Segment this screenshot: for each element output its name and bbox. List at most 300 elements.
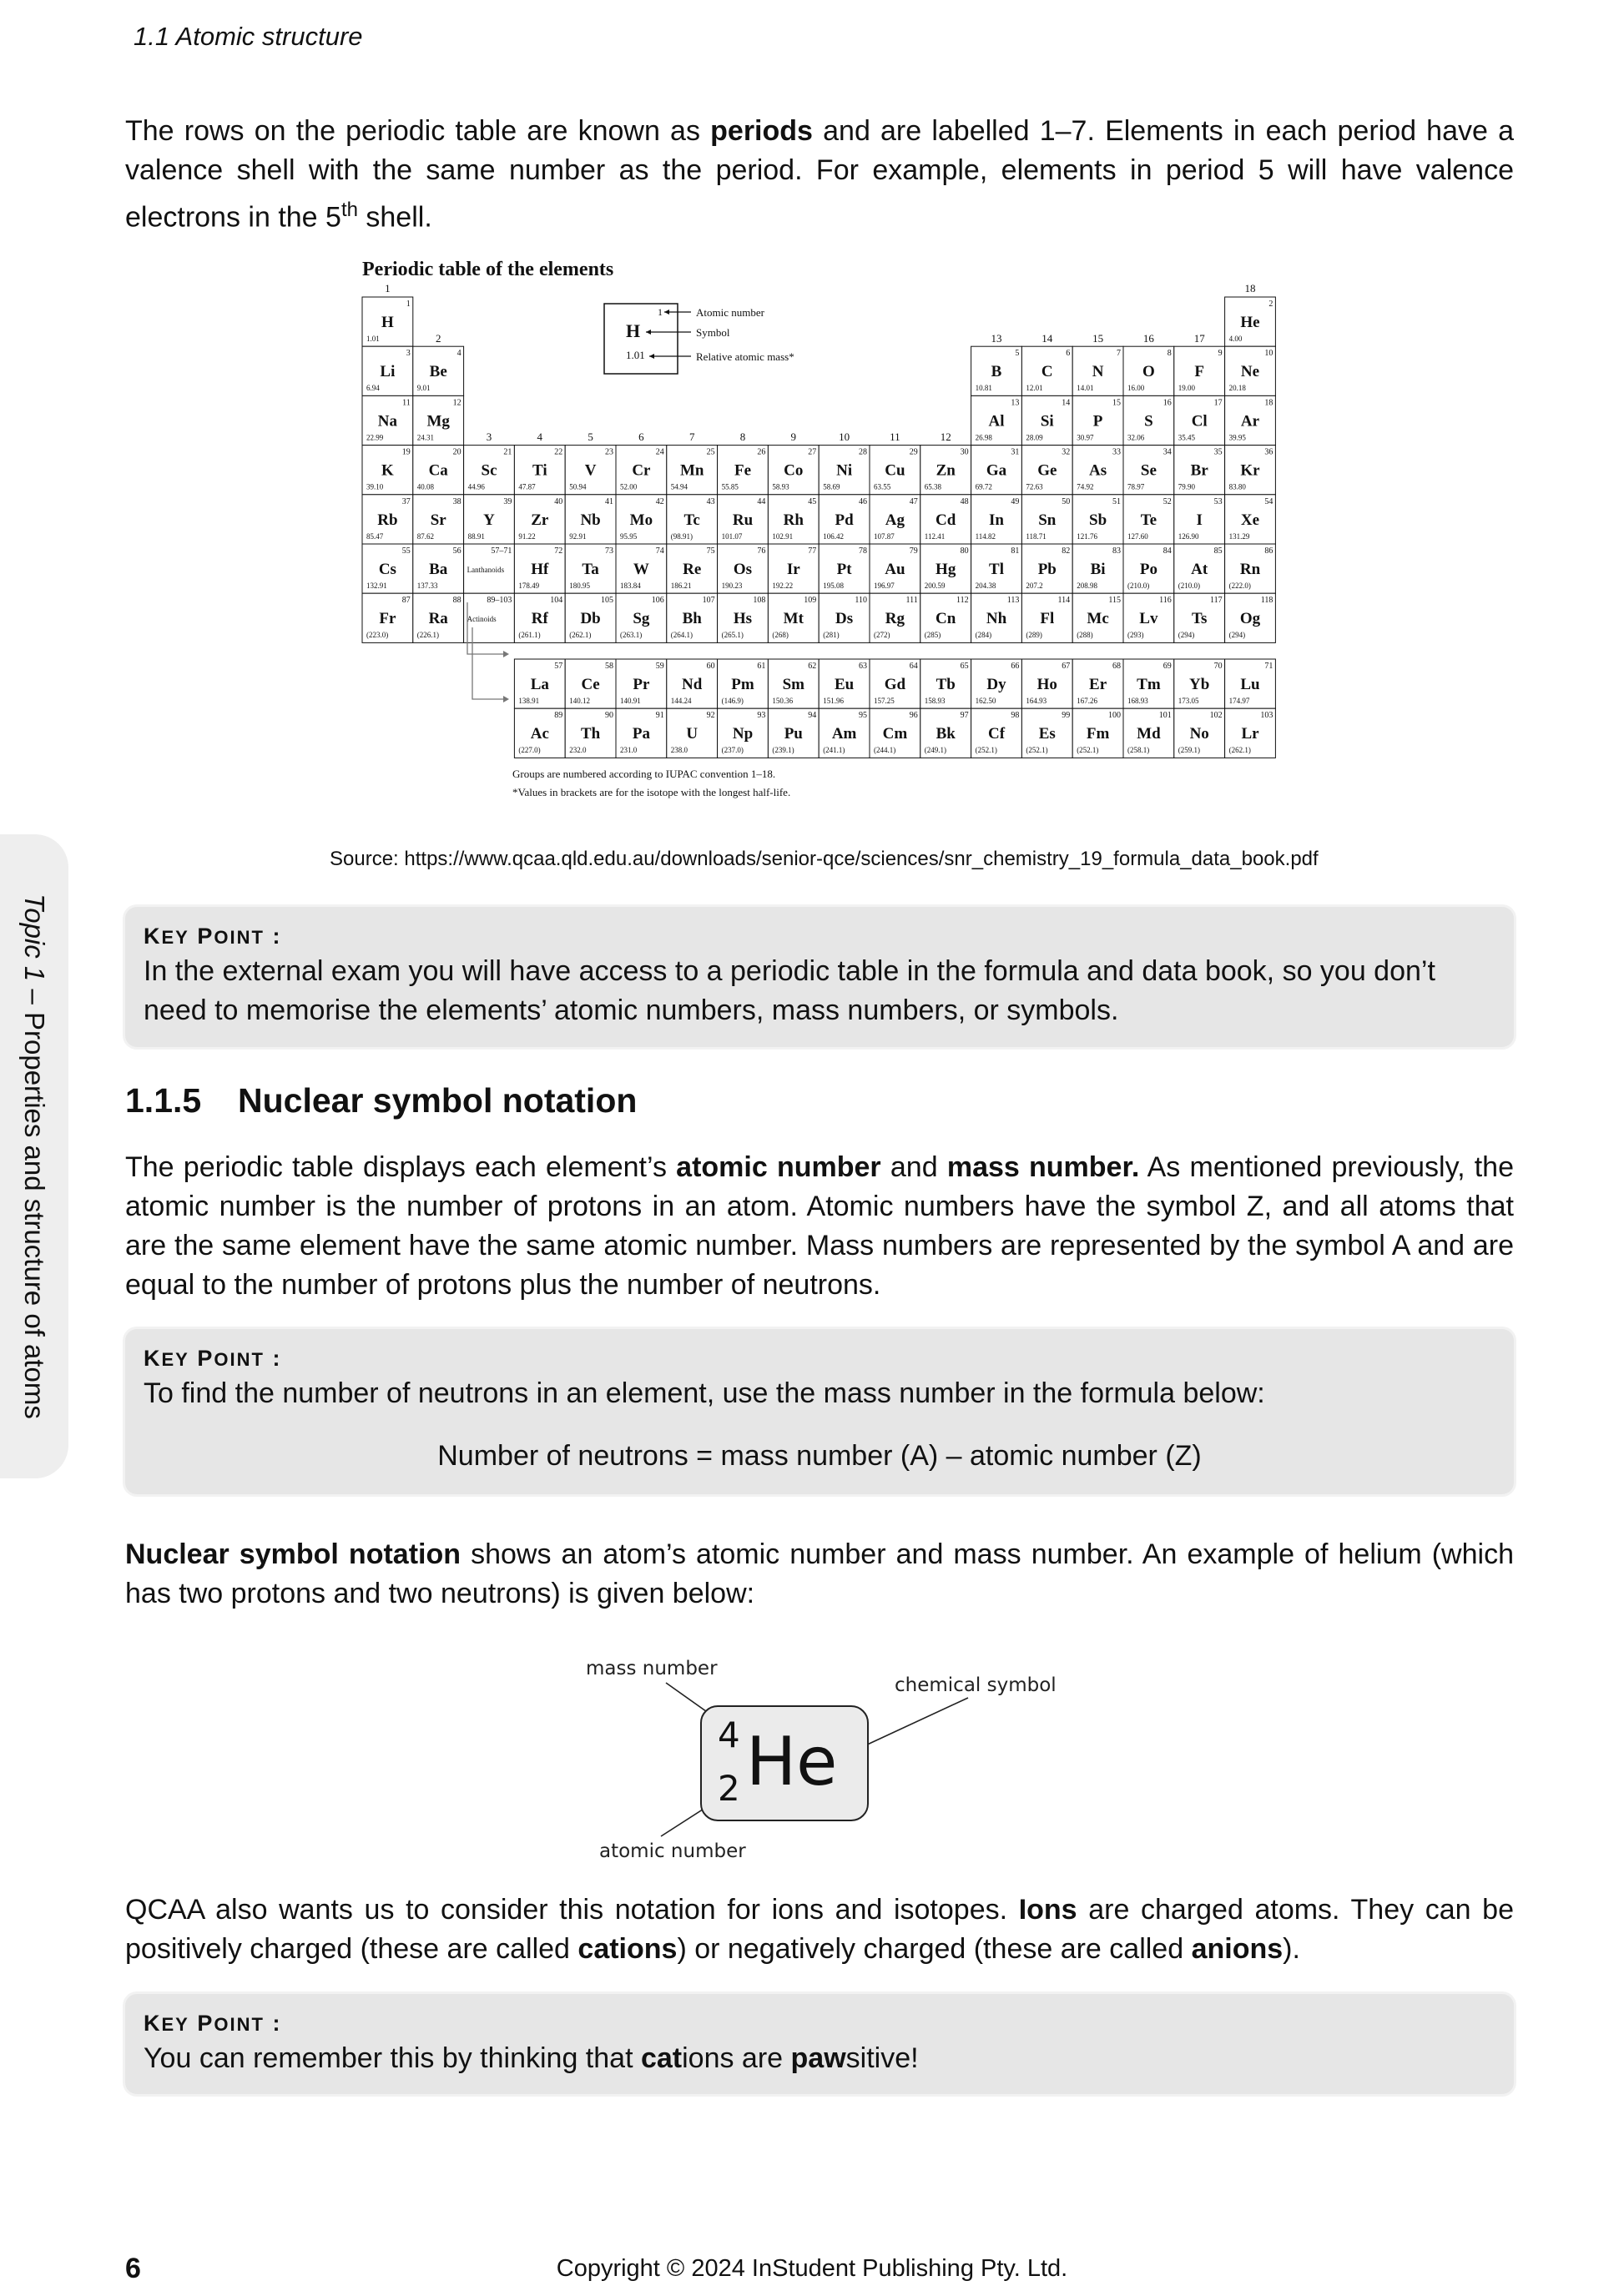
element-symbol: Ta — [582, 561, 599, 578]
atomic-number: 97 — [960, 711, 969, 721]
atomic-mass: 1.01 — [366, 335, 380, 343]
atomic-number: 38 — [452, 496, 461, 506]
atomic-mass: (237.0) — [721, 746, 744, 755]
atomic-mass: 138.91 — [518, 697, 540, 705]
atomic-number: 77 — [808, 546, 817, 556]
atomic-mass: 150.36 — [772, 697, 794, 705]
atomic-number: 9 — [1218, 349, 1223, 359]
element-symbol: Mo — [629, 511, 653, 529]
atomic-number: 25 — [706, 447, 715, 457]
element-symbol: Cu — [885, 461, 905, 480]
element-symbol: Re — [683, 561, 702, 578]
atomic-mass: 238.0 — [670, 746, 688, 755]
atomic-mass: 195.08 — [823, 582, 844, 590]
element-cell-Es — [1021, 708, 1072, 758]
element-symbol: Tb — [936, 676, 956, 693]
element-cell-Fr — [362, 593, 413, 642]
atomic-number: 33 — [1112, 447, 1121, 457]
atomic-mass: (252.1) — [1026, 746, 1048, 755]
atomic-number: 71 — [1264, 662, 1273, 671]
element-cell-U — [667, 708, 718, 758]
atomic-number: 108 — [753, 596, 766, 606]
atomic-number: 73 — [605, 546, 613, 556]
atomic-number: 92 — [706, 711, 715, 721]
atomic-number: 103 — [1260, 711, 1273, 721]
atomic-mass: (210.0) — [1127, 582, 1150, 590]
group-label: 14 — [1041, 332, 1053, 345]
atomic-mass: (98.91) — [670, 531, 693, 541]
element-cell-Np — [718, 708, 769, 758]
atomic-mass: 183.84 — [620, 582, 641, 590]
element-cell-Cs — [362, 544, 413, 593]
atomic-mass: 190.23 — [721, 582, 743, 590]
element-cell-Ra — [413, 593, 464, 642]
atomic-number: 18 — [1264, 398, 1273, 408]
atomic-mass: 22.99 — [366, 433, 384, 442]
element-symbol: No — [1189, 725, 1209, 743]
atomic-number: 113 — [1006, 596, 1020, 606]
atomic-number: 91 — [655, 711, 664, 721]
atomic-number: 37 — [401, 496, 411, 506]
atomic-number: 6 — [1066, 349, 1071, 359]
atomic-number: 61 — [757, 662, 766, 671]
atomic-number: 46 — [859, 496, 867, 506]
table-note-brackets: *Values in brackets are for the isotope with the longest half-life. — [512, 786, 791, 798]
atomic-mass: 114.82 — [975, 531, 996, 541]
atomic-number: 66 — [1011, 662, 1020, 671]
element-symbol: Hf — [531, 561, 549, 578]
element-symbol: Dy — [986, 676, 1006, 693]
atomic-mass: (239.1) — [772, 746, 794, 755]
element-symbol: Rf — [531, 610, 548, 628]
key-point-box-2 — [125, 1329, 1514, 1494]
element-symbol: Pu — [784, 725, 803, 743]
element-symbol: Lu — [1240, 676, 1260, 693]
element-cell-Ac — [514, 708, 565, 758]
atomic-mass: 72.63 — [1026, 482, 1043, 491]
element-symbol: Ca — [428, 461, 448, 480]
atomic-number: 17 — [1213, 398, 1223, 408]
element-symbol: Ga — [986, 461, 1007, 480]
element-symbol: I — [1196, 511, 1203, 529]
element-cell-Sb — [1072, 495, 1123, 544]
atomic-number: 29 — [909, 447, 918, 457]
element-symbol: Nd — [682, 676, 703, 693]
element-cell-Kr — [1225, 446, 1276, 495]
atomic-number: 64 — [909, 662, 918, 671]
atomic-mass: 19.00 — [1178, 384, 1196, 393]
element-symbol: V — [584, 461, 597, 480]
element-cell-Sr — [413, 495, 464, 544]
atomic-number: 65 — [960, 662, 969, 671]
atomic-mass: (252.1) — [1077, 746, 1099, 755]
element-cell-C — [1021, 346, 1072, 395]
element-cell-Nh — [971, 593, 1022, 642]
element-symbol: Md — [1137, 725, 1161, 743]
atomic-mass: 127.60 — [1127, 531, 1148, 541]
atomic-number: 20 — [452, 447, 461, 457]
element-symbol: He — [1240, 314, 1260, 331]
element-cell-F — [1174, 346, 1225, 395]
chemical-symbol-value: He — [746, 1723, 838, 1800]
group-label: 10 — [839, 430, 850, 443]
element-cell-Se — [1123, 446, 1174, 495]
atomic-number: 117 — [1209, 596, 1223, 606]
element-cell-Er — [1072, 659, 1123, 708]
element-symbol: Mn — [679, 461, 704, 480]
atomic-number: 34 — [1163, 447, 1172, 457]
atomic-mass: 126.90 — [1178, 531, 1199, 541]
element-symbol: B — [991, 363, 1002, 381]
mass-number-value: 4 — [718, 1714, 740, 1755]
atomic-mass: 162.50 — [975, 697, 996, 705]
element-symbol: Hg — [936, 561, 956, 578]
atomic-number: 45 — [808, 496, 817, 506]
atomic-mass: 50.94 — [569, 482, 587, 491]
atomic-mass: 83.80 — [1228, 482, 1246, 491]
element-cell-Cd — [920, 495, 971, 544]
element-symbol: Rn — [1239, 561, 1261, 578]
atomic-number: 81 — [1011, 546, 1020, 556]
atomic-number: 118 — [1260, 596, 1273, 606]
atomic-number: 115 — [1108, 596, 1121, 606]
atomic-number: 106 — [651, 596, 664, 606]
element-cells — [362, 297, 1275, 758]
group-label: 16 — [1142, 332, 1154, 345]
atomic-number: 75 — [706, 546, 715, 556]
atomic-mass: (262.1) — [569, 631, 592, 640]
atomic-mass: 112.41 — [924, 531, 946, 541]
element-cell-series — [464, 593, 515, 642]
atomic-number: 52 — [1163, 496, 1172, 506]
element-cell-Lv — [1123, 593, 1174, 642]
element-symbol: Pa — [632, 725, 650, 743]
element-symbol: Mg — [426, 412, 450, 430]
atomic-mass: 168.93 — [1127, 697, 1148, 705]
atomic-mass: (264.1) — [670, 631, 693, 640]
element-cell-V — [565, 446, 616, 495]
element-symbol: Bi — [1090, 561, 1106, 578]
atomic-mass: 55.85 — [721, 482, 739, 491]
element-cell-P — [1072, 395, 1123, 445]
atomic-mass: 20.18 — [1228, 384, 1246, 393]
element-symbol: Y — [483, 511, 495, 529]
atomic-number: 88 — [452, 596, 461, 606]
element-symbol: Se — [1140, 461, 1157, 480]
key-point-label: KEY POINT : — [144, 2011, 282, 2036]
atomic-mass: 24.31 — [416, 433, 435, 442]
element-cell-Cl — [1174, 395, 1225, 445]
atomic-number: 26 — [757, 447, 766, 457]
element-cell-Ce — [565, 659, 616, 708]
nuclear-symbol-diagram — [576, 1648, 1077, 1865]
group-label: 3 — [486, 430, 492, 443]
element-cell-Y — [464, 495, 515, 544]
element-symbol: Al — [988, 412, 1005, 430]
element-cell-Co — [768, 446, 819, 495]
element-symbol: Bk — [936, 725, 956, 743]
element-symbol: Pd — [835, 511, 854, 529]
element-cell-Sc — [464, 446, 515, 495]
element-symbol: Ir — [786, 561, 800, 578]
element-cell-Ru — [718, 495, 769, 544]
atomic-mass: (288) — [1077, 631, 1093, 640]
element-cell-Nd — [667, 659, 718, 708]
atomic-number: 94 — [808, 711, 817, 721]
atomic-number: 59 — [655, 662, 664, 671]
atomic-number: 22 — [554, 447, 563, 457]
atomic-number: 57 — [554, 662, 563, 671]
element-symbol: Gd — [884, 676, 906, 693]
element-cell-Na — [362, 395, 413, 445]
atomic-mass: 140.91 — [620, 697, 641, 705]
element-symbol: Ni — [836, 461, 853, 480]
element-cell-Cf — [971, 708, 1022, 758]
element-symbol: Fe — [734, 461, 752, 480]
element-cell-Gd — [870, 659, 920, 708]
atomic-mass: (294) — [1178, 631, 1195, 640]
element-cell-N — [1072, 346, 1123, 395]
atomic-mass: 137.33 — [416, 582, 438, 590]
atomic-mass: 32.06 — [1127, 433, 1145, 442]
side-tab-text: Topic 1 – Properties and structure of atoms — [19, 894, 50, 1419]
element-cell-Ge — [1021, 446, 1072, 495]
element-symbol: In — [989, 511, 1004, 529]
atomic-number: 96 — [909, 711, 918, 721]
atomic-mass: (285) — [924, 631, 941, 640]
element-cell-In — [971, 495, 1022, 544]
element-cell-Fm — [1072, 708, 1123, 758]
element-cell-Mg — [413, 395, 464, 445]
group-label: 5 — [588, 430, 593, 443]
atomic-mass: 140.12 — [569, 697, 590, 705]
key-point-box-3 — [125, 1994, 1514, 2094]
atomic-number: 114 — [1057, 596, 1071, 606]
atomic-number: 86 — [1264, 546, 1273, 556]
key-point-label: KEY POINT : — [144, 924, 282, 949]
atomic-number: 1 — [406, 300, 411, 309]
atomic-mass: (241.1) — [823, 746, 845, 755]
atomic-mass: 30.97 — [1077, 433, 1094, 442]
atomic-mass: 47.87 — [518, 482, 536, 491]
element-symbol: Na — [377, 412, 398, 430]
atomic-mass: 39.10 — [366, 482, 384, 491]
atomic-number: 110 — [855, 596, 867, 606]
element-cell-I — [1174, 495, 1225, 544]
atomic-mass: 58.69 — [823, 482, 840, 491]
atomic-number: 7 — [1117, 349, 1121, 359]
element-cell-Cn — [920, 593, 971, 642]
element-symbol: Lv — [1139, 610, 1158, 628]
element-cell-Ir — [768, 544, 819, 593]
atomic-number: 78 — [859, 546, 867, 556]
neutron-formula: Number of neutrons = mass number (A) – atomic number (Z) — [437, 1440, 1202, 1472]
element-cell-H — [362, 297, 413, 346]
element-cell-Pd — [819, 495, 870, 544]
element-cell-Nb — [565, 495, 616, 544]
element-cell-Rg — [870, 593, 920, 642]
atomic-number: 24 — [655, 447, 664, 457]
element-symbol: Ru — [732, 511, 754, 529]
element-symbol: Sr — [430, 511, 446, 529]
element-cell-Lr — [1225, 708, 1276, 758]
atomic-number: 116 — [1159, 596, 1172, 606]
element-symbol: Tl — [989, 561, 1004, 578]
element-symbol: Pb — [1037, 561, 1057, 578]
atomic-mass: (281) — [823, 631, 840, 640]
atomic-number: 87 — [401, 596, 411, 606]
group-label: 2 — [435, 332, 441, 345]
element-symbol: La — [530, 676, 549, 693]
element-symbol: Th — [580, 725, 601, 743]
element-symbol: N — [1092, 363, 1104, 381]
atomic-mass: 35.45 — [1178, 433, 1196, 442]
group-label: 15 — [1092, 332, 1104, 345]
atomic-number: 54 — [1264, 496, 1273, 506]
group-label: 6 — [638, 430, 644, 443]
element-symbol: Eu — [834, 676, 855, 693]
atomic-number: 55 — [401, 546, 411, 556]
element-symbol: Fl — [1040, 610, 1055, 628]
atomic-number: 84 — [1163, 546, 1172, 556]
element-symbol: W — [633, 561, 649, 578]
atomic-mass: (263.1) — [620, 631, 643, 640]
atomic-number: 50 — [1062, 496, 1071, 506]
element-cell-Pb — [1021, 544, 1072, 593]
atomic-number: 31 — [1011, 447, 1020, 457]
element-symbol: Ce — [581, 676, 600, 693]
key-point-text: To find the number of neutrons in an element, use the mass number in the formula below: — [144, 1377, 1265, 1409]
element-symbol: Zn — [936, 461, 956, 480]
atomic-number: 93 — [757, 711, 766, 721]
atomic-mass: 28.09 — [1026, 433, 1043, 442]
page-number: 6 — [125, 2253, 141, 2284]
element-cell-O — [1123, 346, 1174, 395]
element-symbol: Fm — [1086, 725, 1110, 743]
element-symbol: Es — [1038, 725, 1056, 743]
element-cell-Tc — [667, 495, 718, 544]
atomic-mass: (223.0) — [366, 631, 389, 640]
atomic-mass: 16.00 — [1127, 384, 1145, 393]
atomic-mass: (252.1) — [975, 746, 997, 755]
element-cell-Br — [1174, 446, 1225, 495]
element-symbol: Nh — [986, 610, 1007, 628]
element-symbol: Fr — [379, 610, 396, 628]
element-cell-Li — [362, 346, 413, 395]
atomic-number: 32 — [1062, 447, 1071, 457]
atomic-mass: 4.00 — [1228, 335, 1243, 343]
paragraph-atomic-mass: The periodic table displays each element’s atomic number and mass number. As mentioned previously, the atomic number is the number of protons in an atom. Atomic numbers have the symbol Z, and all atoms that are the same element have the same atomic number. Mass numbers are represented by the symbol A and are equal to the number of protons plus the number of neutrons. — [125, 1151, 1514, 1301]
element-symbol: Li — [380, 363, 396, 381]
element-cell-Ti — [514, 446, 565, 495]
key-point-box-1 — [125, 907, 1514, 1047]
element-cell-Al — [971, 395, 1022, 445]
element-symbol: As — [1089, 461, 1107, 480]
atomic-mass: 69.72 — [975, 482, 992, 491]
atomic-mass: 10.81 — [975, 384, 992, 393]
atomic-number: 27 — [808, 447, 817, 457]
atomic-mass: 157.25 — [874, 697, 895, 705]
atomic-number: 109 — [804, 596, 817, 606]
atomic-mass: (146.9) — [721, 697, 744, 705]
atomic-number: 74 — [655, 546, 664, 556]
element-symbol: Cf — [987, 725, 1006, 743]
atomic-mass: 106.42 — [823, 531, 844, 541]
element-symbol: Ag — [885, 511, 905, 529]
atomic-number: 100 — [1108, 711, 1121, 721]
element-cell-Ho — [1021, 659, 1072, 708]
atomic-number: 82 — [1062, 546, 1071, 556]
element-symbol: Cr — [632, 461, 651, 480]
element-symbol: Sm — [782, 676, 805, 693]
element-symbol: Ti — [532, 461, 547, 480]
atomic-mass: 192.22 — [772, 582, 794, 590]
element-cell-Sn — [1021, 495, 1072, 544]
atomic-number: 79 — [909, 546, 918, 556]
element-cell-Ni — [819, 446, 870, 495]
element-symbol: Cn — [936, 610, 956, 628]
element-symbol: Ba — [429, 561, 448, 578]
element-symbol: C — [1041, 363, 1053, 381]
atomic-mass: 87.62 — [416, 531, 435, 541]
group-label: 9 — [790, 430, 797, 443]
atomic-number: 104 — [550, 596, 563, 606]
element-cell-Pm — [718, 659, 769, 708]
atomic-number: 53 — [1213, 496, 1223, 506]
element-cell-Yb — [1174, 659, 1225, 708]
element-cell-series — [464, 544, 515, 593]
atomic-mass: 101.07 — [721, 531, 743, 541]
element-symbol: Ne — [1240, 363, 1260, 381]
element-cell-Ag — [870, 495, 920, 544]
element-symbol: Sc — [481, 461, 497, 480]
atomic-number: 36 — [1264, 447, 1273, 457]
atomic-number: 35 — [1213, 447, 1223, 457]
element-symbol: Pr — [633, 676, 650, 693]
element-symbol: Sg — [633, 610, 650, 628]
element-cell-Si — [1021, 395, 1072, 445]
element-symbol: Er — [1089, 676, 1107, 693]
atomic-mass: 40.08 — [416, 482, 435, 491]
element-symbol: Os — [733, 561, 753, 578]
atomic-number: 51 — [1112, 496, 1121, 506]
element-cell-Be — [413, 346, 464, 395]
series-label: Lanthanoids — [467, 566, 505, 574]
atomic-number: 16 — [1163, 398, 1172, 408]
element-cell-K — [362, 446, 413, 495]
atomic-mass: (262.1) — [1228, 746, 1251, 755]
atomic-mass: (268) — [772, 631, 789, 640]
element-cell-Pa — [616, 708, 667, 758]
element-cell-Hf — [514, 544, 565, 593]
atomic-number-label: atomic number — [599, 1840, 746, 1862]
atomic-number: 42 — [655, 496, 664, 506]
atomic-number: 21 — [503, 447, 512, 457]
element-cell-Hs — [718, 593, 769, 642]
element-symbol: U — [686, 725, 699, 743]
intro-paragraph: The rows on the periodic table are known as periods and are labelled 1–7. Elements in each period have a valence shell with the same number as the period. For example, elements in period 5 will have valence electrons in the 5th shell. — [125, 115, 1514, 234]
element-cell-B — [971, 346, 1022, 395]
series-label: Actinoids — [467, 615, 497, 624]
element-symbol: Tc — [683, 511, 700, 529]
section-heading: 1.1.5 Nuclear symbol notation — [125, 1081, 638, 1120]
element-symbol: Rg — [885, 610, 905, 628]
element-cell-Lu — [1225, 659, 1276, 708]
element-symbol: F — [1194, 363, 1205, 381]
element-cell-Bi — [1072, 544, 1123, 593]
atomic-mass: 65.38 — [924, 482, 942, 491]
element-cell-Ga — [971, 446, 1022, 495]
